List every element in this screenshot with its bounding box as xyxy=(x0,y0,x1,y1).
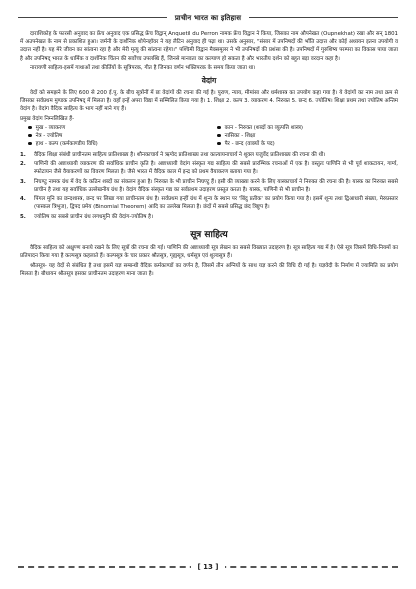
item-text: वैदिक शिक्षा संबंधी प्राचीनतम साहित्य प्रातिशाख्य है। शौनकाचार्य ने ऋग्वेद प्रातिशाख्य तथा कात्यायनाचार्य ने शुक्ल यजुर्वेद प्रातिशाख्य की रचना की थी। xyxy=(34,151,326,158)
item-text: ज्योतिष का सबसे प्राचीन ग्रंथ लगधमुनि की वेदांग-ज्योतिष है। xyxy=(34,213,154,220)
sutra-paragraph-2: श्रौतसूत्र- यह वेदों से संबंधित है तथा इसमें यज्ञ सम्बन्धी वैदिक कर्मकाण्डों का वर्णन है, जिसमें तीन अग्नियों के साथ यज्ञ करने की विधि दी गई है। यज्ञवेदी के निर्माण में ज्यामिति का प्रयोग मिलता है। बौधायन श्रौतसूत्र इसका प्राचीनतम उदाहरण माना जाता है। xyxy=(20,262,398,278)
vedang-list-title: प्रमुख वेदांग निम्नलिखित हैं- xyxy=(20,115,75,122)
list-item-text: हाथ - कल्प (कर्मकाण्डीय विधि) xyxy=(35,140,98,147)
intro-paragraph-1: दाराशिकोह के फारसी अनुवाद का फ्रेंच अनुवाद एक प्रसिद्ध फ्रेंच विद्वान् Anquetil du Perron नामक फ्रेंच विद्वान ने किया, जिसका नाम औपनेखत (Oupnekhat) रखा और सन् 1801 में अउपनेखत के नाम से प्रकाशित हुआ। जर्मनी के दार्शनिक शोपेनहॉवर ने यह लैटिन अनुवाद ही पढ़ा था। उसके अनुसार, "संसार में उपनिषदों की भाँति उदात्त और कोई अध्ययन इतना उपयोगी व उदात्त नहीं है। यह मेरे जीवन का सांत्वना रहा है और मेरी मृत्यु की सांत्वना रहेगा।" पश्चिमी विद्वान मैक्समूलर ने भी उपनिषदों की प्रशंसा की है। उपनिषदों में गुरुशिष्य परम्परा का विकास पाया जाता है और उपनिषद् भारत के धार्मिक व दार्शनिक चिंतन की सर्वोच्च उपलब्धि हैं, जिनसे मानवता का कल्याण हो सकता है और भारतीय दर्शन को बहुत बड़ा वरदान कहा है। xyxy=(20,31,398,62)
sutra-paragraph-1: वैदिक साहित्य को अक्षुण्ण बनाये रखने के लिए सूत्रों की रचना की गई। पाणिनि की अष्टाध्यायी सूत्र लेखन का सबसे विख्यात उदाहरण है। सूत्र साहित्य गद्य में है। ऐसे सूत्र जिसमें विधि-नियमों का प्रतिपादन किया गया है कल्पसूत्र कहलाते हैं। कल्पसूत्र के चार प्रकार श्रौतसूत्र, गृह्यसूत्र, धर्मसूत्र एवं शुल्वसूत्र हैं। xyxy=(20,245,399,260)
bullet-icon xyxy=(217,142,221,146)
list-item xyxy=(217,140,398,148)
list-item xyxy=(28,124,209,132)
item-number: 2. xyxy=(20,161,26,168)
intro-paragraph-2: नारायणी साहित्य-इसमें गाथाओं तथा कीर्तियों के सूत्रिपरक, गीत है जिनका वर्णन भक्तिपरक के समय किया जाता था। xyxy=(30,65,256,72)
page-footer xyxy=(18,560,398,574)
bullet-icon xyxy=(28,126,32,130)
item-number: 5. xyxy=(20,213,26,220)
item-text: निघण्टु नामक ग्रंथ में वेद के कठिन शब्दों का संकलन हुआ है। निरुक्त के भी प्राचीन निघण्टु हैं। इसी की व्याख्या करने के लिए यास्काचार्य ने निरुक्त की रचना की है। यास्क का निरुक्त सबसे प्राचीन है तथा यह सर्वाधिक उल्लेखनीय ग्रंथ है। वेदांग वैदिक संस्कृत गद्य का सर्वप्रथम उदाहरण प्रस्तुत करता है। यास्क, पाणिनी से भी प्राचीन है। xyxy=(34,178,398,193)
list-item xyxy=(217,132,398,140)
numbered-item xyxy=(20,195,398,211)
bullet-icon xyxy=(217,134,221,138)
numbered-item xyxy=(20,178,398,194)
page-number: [ 13 ] xyxy=(191,563,224,571)
header-title: प्राचीन भारत का इतिहास xyxy=(167,14,249,23)
bullet-icon xyxy=(28,142,32,146)
vedang-list xyxy=(28,124,398,148)
numbered-points xyxy=(20,151,398,221)
list-item xyxy=(28,132,209,140)
item-number: 4. xyxy=(20,196,26,203)
numbered-item xyxy=(20,151,398,159)
list-item xyxy=(217,124,398,132)
numbered-item xyxy=(20,213,398,221)
page-content xyxy=(20,30,398,280)
item-text: पिंगल मुनि का छन्दशास्त्र, छन्द पर लिखा गया प्राचीनतम ग्रंथ है। सर्वप्रथम इन्हीं ग्रंथ में शून्य के स्थान पर 'बिंदु प्रतीक' का प्रयोग किया गया है। इसमें शून्य तथा द्विआधारी संख्या, मेरुप्रस्तार (पास्कल त्रिभुज), द्विपद प्रमेय (Binomial Theorem) आदि का उल्लेख मिलता है। छंदों में सबसे प्रसिद्ध छंद त्रिष्टुप है। xyxy=(34,196,398,211)
numbered-item xyxy=(20,160,398,176)
bullet-icon xyxy=(28,134,32,138)
vedang-heading: वेदांग xyxy=(201,75,217,85)
running-header xyxy=(18,10,398,26)
item-text: पाणिनी की अष्टाध्यायी व्याकरण की सर्वाधिक प्राचीन कृति है। अष्टाध्यायी वेदांग संस्कृत गद्य साहित्य की सबसे प्रारम्भिक रचनाओं में एक है। वस्तुतः पाणिनि से भी पूर्व शाकटायन, गार्ग्य, स्फोटायन जैसे वैयाकरणों का विवरण मिलता है। जैसे भारत में वैदिक काल में इन्द्र को प्रथम वैयाकरण बताया गया है। xyxy=(34,161,398,176)
list-item-text: नासिका - शिक्षा xyxy=(224,132,256,139)
sutra-heading: सूत्र साहित्य xyxy=(190,230,228,240)
bullet-icon xyxy=(217,126,221,130)
vedang-paragraph: वेदों को समझने के लिए 600 से 200 ई.पू. के बीच सूत्रोंनीं में छः वेदांगों की रचना की गई है। पुराण, न्याय, मीमांसा और धर्मशास्त्र का उपयोग कहा गया है। ये वेदांगों का नाम तथा क्रम से जिसका सर्वप्रथम मुण्डक उपनिषद् में मिलता है। वहाँ इन्हें अपरा विद्या में सम्मिलित किया गया है। 1. शिक्षा 2. कल्प 3. व्याकरण 4. निरुक्त 5. छन्द 6. ज्योतिष। शिक्षा प्रथम तथा ज्योतिष अन्तिम वेदांग है। वेदांग वैदिक साहित्य के भाग नहीं माने गए हैं। xyxy=(20,89,398,112)
item-number: 1. xyxy=(20,151,26,158)
list-item-text: पैर - छन्द (वाक्यों के पद) xyxy=(224,140,275,147)
list-item-text: मुख - व्याकरण xyxy=(35,124,66,131)
list-item xyxy=(28,140,209,148)
item-number: 3. xyxy=(20,178,26,185)
list-item-text: नेत्र - ज्योतिष xyxy=(35,132,63,139)
list-item-text: कान - निरुक्त (शब्दों का व्युत्पत्ति शास्त्र) xyxy=(224,124,303,131)
